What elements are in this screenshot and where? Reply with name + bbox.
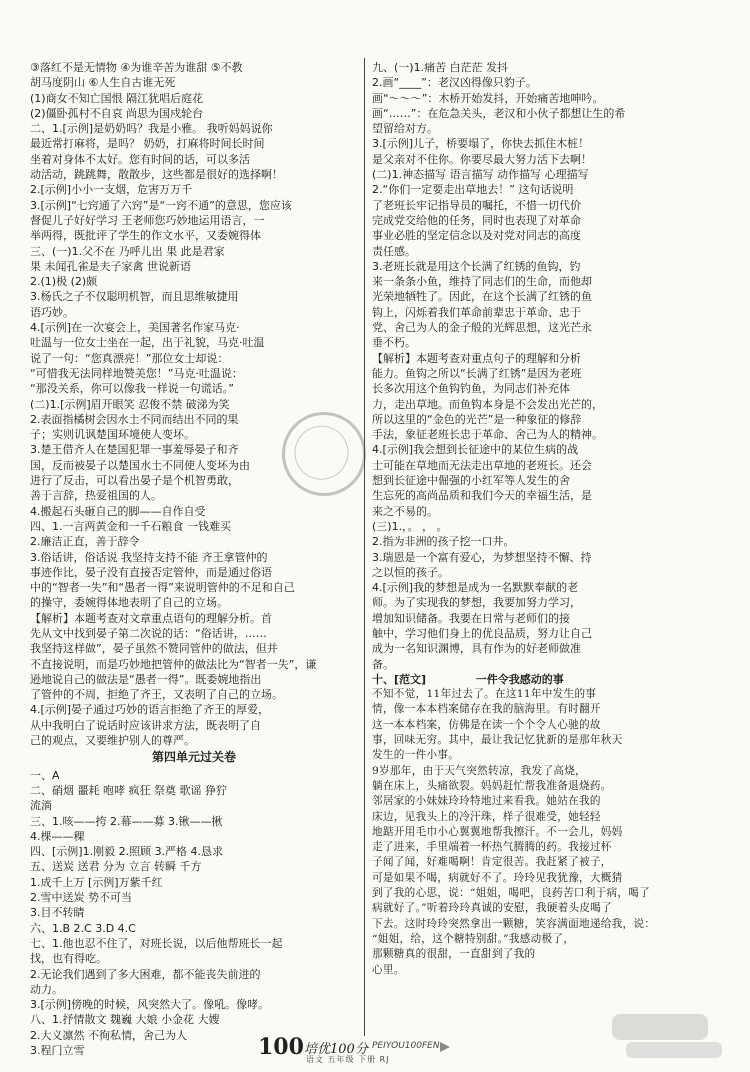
answer-line: 【解析】本题考查对文章重点语句的理解分析。首 <box>30 611 272 625</box>
answer-line: 2.指为非洲的孩子挖一口井。 <box>372 535 515 549</box>
answer-line: 4.[示例]在一次宴会上，美国著名作家马克· <box>30 321 240 335</box>
answer-line: 光荣地牺牲了。因此，在这个长满了红锈的鱼 <box>372 290 592 304</box>
answer-line: 力，走出草地。而鱼钩本身是不会发出光芒的， <box>372 397 603 411</box>
essay-line: “姐姐，给，这个糖特别甜。”我感动极了， <box>372 932 575 945</box>
essay-line: 躺在床上，头痛欲裂。妈妈赶忙帮我准备退烧药。 <box>372 779 612 792</box>
unit-heading: 第四单元过关卷 <box>151 750 236 765</box>
answer-line: 增加知识储备。我要在日常与老师们的接 <box>372 611 570 625</box>
answer-line: 举两得，既批评了学生的作文水平，又委婉得体 <box>30 229 261 243</box>
answer-line: 3.[示例]傍晚的时候，风突然大了。像吼。像哮。 <box>30 998 270 1012</box>
answer-line: ③落红不是无情物 ④为谁辛苦为谁甜 ⑤不教 <box>30 61 243 74</box>
essay-line: 子闻了闻，好难喝啊！肯定很苦。我赶紧了被子， <box>372 856 612 869</box>
answer-line: (2)僵卧孤村不自哀 尚思为国戍轮台 <box>30 106 204 120</box>
answer-line: “可惜我无法同样地赞美您！”马克·吐温说： <box>30 366 243 380</box>
answer-line: 五、送炭 送君 分为 立言 转瞬 千方 <box>30 860 202 874</box>
brand-name-en: PEIYOU100FEN <box>372 1041 440 1051</box>
answer-line: 触中，学习他们身上的优良品质，努力让自己 <box>372 626 592 640</box>
answer-line: 2.无论我们遇到了多大困难，都不能丧失前进的 <box>30 967 261 981</box>
essay-line: 那颗糖真的很甜，一直甜到了我的 <box>372 948 536 961</box>
answer-line: 来一条条小鱼，维持了同志们的生命，而他却 <box>372 275 592 289</box>
answer-line: “那没关系，你可以像我一样说一句谎话。” <box>30 382 234 396</box>
essay-line: 地踮开用毛巾小心翼翼地帮我擦汗。不一会儿，妈妈 <box>372 825 623 838</box>
answer-line: 3.目不转睛 <box>30 906 85 920</box>
answer-line: 善于言辞，热爱祖国的人。 <box>30 489 162 503</box>
column-divider <box>364 58 365 1036</box>
answer-line: 4.[示例]我会想到长征途中的某位生病的战 <box>372 443 579 457</box>
answer-line: 动活动，跳跳舞，散散步，这些都是很好的选择啊！ <box>30 168 283 182</box>
answer-line: 国，反而被晏子以楚国水土不同使人变坏为由 <box>30 458 250 472</box>
answer-line: 2.[示例]小小一支烟，危害万万千 <box>30 183 193 197</box>
essay-line: 发生的一件小事。 <box>372 749 460 762</box>
answer-line: 望留给对方。 <box>372 122 438 136</box>
right-column <box>372 60 720 978</box>
answer-line: 3.杨氏之子不仅聪明机智，而且思维敏捷用 <box>30 290 239 304</box>
answer-line: 2.画“____”：老汉凶得像只豹子。 <box>372 76 537 90</box>
watermark-logo <box>612 1012 722 1062</box>
answer-line: 3.程门立雪 <box>30 1044 85 1057</box>
answer-line: 长多次用这个鱼钩钓鱼，为同志们补充体 <box>372 382 570 396</box>
left-column <box>30 60 358 1058</box>
essay-line: 到了我的心思，说：“姐姐，喝吧，良药苦口利于病，喝了 <box>372 887 651 900</box>
answer-line: 找，也有得吃。 <box>30 952 107 966</box>
essay-line: 情，像一本本档案储存在我的脑海里。有时翻开 <box>372 703 601 716</box>
answer-line: 画“～～～”：木桥开始发抖，开始痛苦地呻吟。 <box>372 91 604 105</box>
answer-line: 三、1.咳——挎 2.幕——募 3.锹——揪 <box>30 814 223 828</box>
book-meta: 语文 五年级 下册 RJ <box>306 1055 390 1064</box>
answer-line: 3.[示例]“七窍通了六窍”是“一窍不通”的意思，您应该 <box>30 198 292 212</box>
answer-line: 4.搬起石头砸自己的脚——自作自受 <box>30 504 206 518</box>
answer-line: 从中我明白了说话时应该讲求方法，既表明了自 <box>30 718 261 732</box>
answer-line: 3.楚王借齐人在楚国犯罪一事羞辱晏子和齐 <box>30 443 239 457</box>
answer-line: 九、(一)1.痛苦 白茫茫 发抖 <box>372 61 509 74</box>
answer-line: 责任感。 <box>372 244 416 258</box>
answer-line: 吐温与一位女士坐在一起，出于礼貌，马克·吐温 <box>30 336 265 350</box>
answer-line: (三)1.，。 ， 。 <box>372 519 448 533</box>
essay-line: 这一本本档案，仿佛是在读一个个令人心驰的故 <box>372 718 601 731</box>
answer-line: 己的观点，又要维护别人的尊严。 <box>30 734 195 748</box>
model-essay <box>372 687 720 978</box>
answer-line: 一、A <box>30 768 60 782</box>
essay-line: 9岁那年，由于天气突然转凉，我发了高烧， <box>372 764 587 777</box>
answer-line: 2.雪中送炭 势不可当 <box>30 891 132 905</box>
essay-line: 心里。 <box>372 963 405 976</box>
essay-line: 不知不觉，11年过去了。在这11年中发生的事 <box>372 688 597 701</box>
answer-line: 不直接说明，而是巧妙地把管仲的做法比为“智者一失”，谦 <box>30 657 317 671</box>
left-answer-lines <box>30 60 358 748</box>
essay-heading <box>372 672 720 687</box>
answer-line: 是父亲对不住你。你要尽最大努力活下去啊！ <box>372 152 592 166</box>
answer-line: 手法，象征老班长忠于革命、舍己为人的精神。 <box>372 428 603 442</box>
answer-line: 士可能在草地而无法走出草地的老班长。还会 <box>372 458 592 472</box>
answer-line: 三、(一)1.父不在 乃呼儿出 果 此是君家 <box>30 244 225 258</box>
answer-line: 七、1.他也忍不住了，对班长说，以后他帮班长一起 <box>30 936 283 950</box>
answer-line: 4.[示例]我的梦想是成为一名默默奉献的老 <box>372 581 579 595</box>
answer-line: 六、1.B 2.C 3.D 4.C <box>30 921 136 935</box>
right-answer-lines <box>372 60 720 672</box>
answer-line: 想到长征途中倔强的小红军等人发生的舍 <box>372 474 570 488</box>
essay-line: 走了进来，手里端着一杯热气腾腾的药。我接过杯 <box>372 841 612 854</box>
brand-name: 培优100分 <box>304 1042 368 1057</box>
answer-line: 语巧妙。 <box>30 305 74 319</box>
answer-line: 画“……”：在危急关头，老汉和小伙子都想让生的希 <box>372 106 626 120</box>
answer-line: 3.俗话讲，俗话说 我坚持支持不能 齐王拿管仲的 <box>30 550 268 564</box>
answer-line: 进行了反击，可以看出晏子是个机智勇敢， <box>30 474 239 488</box>
essay-line: 事，回味无穷。其中，最让我记忆犹新的是那年秋天 <box>372 734 623 747</box>
answer-line: 事业必胜的坚定信念以及对党对同志的高度 <box>372 229 581 243</box>
answer-line: 2.(1)极 (2)颇 <box>30 275 98 289</box>
answer-line: 二、硝烟 噩耗 咆哮 疯狂 祭奠 歌谣 狰狞 <box>30 783 227 797</box>
answer-line: 能力。鱼钩之所以“长满了红锈”是因为老班 <box>372 366 582 380</box>
answer-line: 逊地说自己的做法是“愚者一得”。既委婉地指出 <box>30 672 262 686</box>
answer-line: 3.瑞恩是一个富有爱心，为梦想坚持不懈、持 <box>372 550 592 564</box>
answer-line: 党、舍己为人的金子般的光辉思想，这光芒永 <box>372 321 592 335</box>
answer-line: 四、1.一言两黄金和一千石粮食 一钱难买 <box>30 519 231 533</box>
essay-line: 下去。这时玲玲突然拿出一颗糖，笑容满面地递给我，说： <box>372 917 656 930</box>
answer-line: 完成党交给他的任务，同时也表现了对革命 <box>372 213 581 227</box>
essay-line: 邻居家的小妹妹玲玲特地过来看我。她站在我的 <box>372 795 601 808</box>
answer-line: 八、1.抒情散文 魏巍 大娘 小金花 大嫂 <box>30 1013 220 1027</box>
answer-line: 所以这里的“金色的光芒”是一种象征的修辞 <box>372 412 582 426</box>
answer-line: 四、[示例]1.刚毅 2.照顾 3.严格 4.恳求 <box>30 845 224 859</box>
answer-line: 2.廉洁正直，善于辞令 <box>30 535 140 549</box>
answer-line: 备。 <box>372 657 394 671</box>
answer-line: 【解析】本题考查对重点句子的理解和分析 <box>372 351 581 365</box>
answer-line: 来之不易的。 <box>372 504 438 518</box>
answer-line: 师。为了实现我的梦想，我要加努力学习， <box>372 596 581 610</box>
answer-line: (1)商女不知亡国恨 隔江犹唱后庭花 <box>30 91 204 105</box>
page-number: 100 <box>258 1034 304 1060</box>
answer-line: 2.大义凛然 不徇私情，舍己为人 <box>30 1028 187 1042</box>
unit-four-answer-lines <box>30 768 358 1059</box>
answer-line: 了老班长牢记指导员的嘱托，不惜一切代价 <box>372 198 581 212</box>
answer-line: 了管仲的不周，拒绝了齐王，又表明了自己的立场。 <box>30 688 283 702</box>
answer-line: 4.棵——稞 <box>30 829 85 843</box>
essay-line: 床边，见我头上的冷汗珠，样子很难受，她轻轻 <box>372 810 601 823</box>
answer-line: 督促儿子好好学习 王老师您巧妙地运用语言，一 <box>30 213 265 227</box>
essay-line: 可是如果不喝，病就好不了。玲玲见我犹豫，大概猜 <box>372 871 623 884</box>
answer-line: 果 未闻孔雀是夫子家禽 世说新语 <box>30 259 191 273</box>
answer-line: 我坚持这样做”，晏子虽然不赞同管仲的做法，但并 <box>30 642 278 656</box>
answer-line: 之以恒的孩子。 <box>372 565 449 579</box>
answer-line: 子；实则讥讽楚国环境使人变坏。 <box>30 428 195 442</box>
answer-line: 动力。 <box>30 982 63 996</box>
answer-line: 1.成千上万 [示例]万紫千红 <box>30 875 163 889</box>
answer-line: 二、1.[示例]是奶奶吗？我是小雅。 我听妈妈说你 <box>30 122 273 136</box>
answer-line: 先从文中找到晏子第二次说的话：“俗话讲，…… <box>30 626 267 640</box>
answer-line: 3.[示例]儿子，桥要塌了，你快去抓住木桩！ <box>372 137 590 151</box>
answer-line: 最近常打麻将，是吗？ 奶奶，打麻将时间长时间 <box>30 137 265 151</box>
answer-line: (二)1.[示例]眉开眼笑 忍俊不禁 破涕为笑 <box>30 397 230 411</box>
answer-line: (二)1.神态描写 语言描写 动作描写 心理描写 <box>372 168 589 182</box>
answer-line: 生忘死的高尚品质和我们今天的幸福生活，是 <box>372 489 592 503</box>
answer-line: 垂不朽。 <box>372 336 416 350</box>
answer-line: 2.“你们一定要走出草地去！” 这句话说明 <box>372 183 574 197</box>
answer-line: 2.表面指橘树会因水土不同而结出不同的果 <box>30 412 239 426</box>
essay-label: 十、[范文] <box>372 672 427 686</box>
essay-line: 病就好了。”听着玲玲真诚的安慰，我硬着头皮喝了 <box>372 902 613 915</box>
answer-line: 说了一句：“您真漂亮！”那位女士却说： <box>30 351 229 365</box>
answer-line: 事迹作比，晏子没有直接否定管仲，而是通过俗语 <box>30 565 272 579</box>
answer-line: 成为一名知识渊博，具有作为的好老师做准 <box>372 642 581 656</box>
essay-title: 一件令我感动的事 <box>475 672 564 686</box>
answer-line: 流淌 <box>30 799 52 813</box>
footer-arrow-icon <box>440 1042 450 1052</box>
answer-line: 钩上，闪烁着我们革命前辈忠于革命、忠于 <box>372 305 581 319</box>
answer-line: 3.老班长就是用这个长满了红锈的鱼钩，钓 <box>372 259 581 273</box>
answer-line: 4.[示例]晏子通过巧妙的语言拒绝了齐王的厚爱， <box>30 703 270 717</box>
answer-line: 胡马度阴山 ⑥人生自古谁无死 <box>30 76 176 90</box>
answer-line: 中的“智者一失”和“愚者一得”来说明管仲的不足和自己 <box>30 581 295 595</box>
answer-line: 坐着对身体不太好。您有时间的话，可以多活 <box>30 152 250 166</box>
answer-line: 的操守，委婉得体地表明了自己的立场。 <box>30 596 228 610</box>
